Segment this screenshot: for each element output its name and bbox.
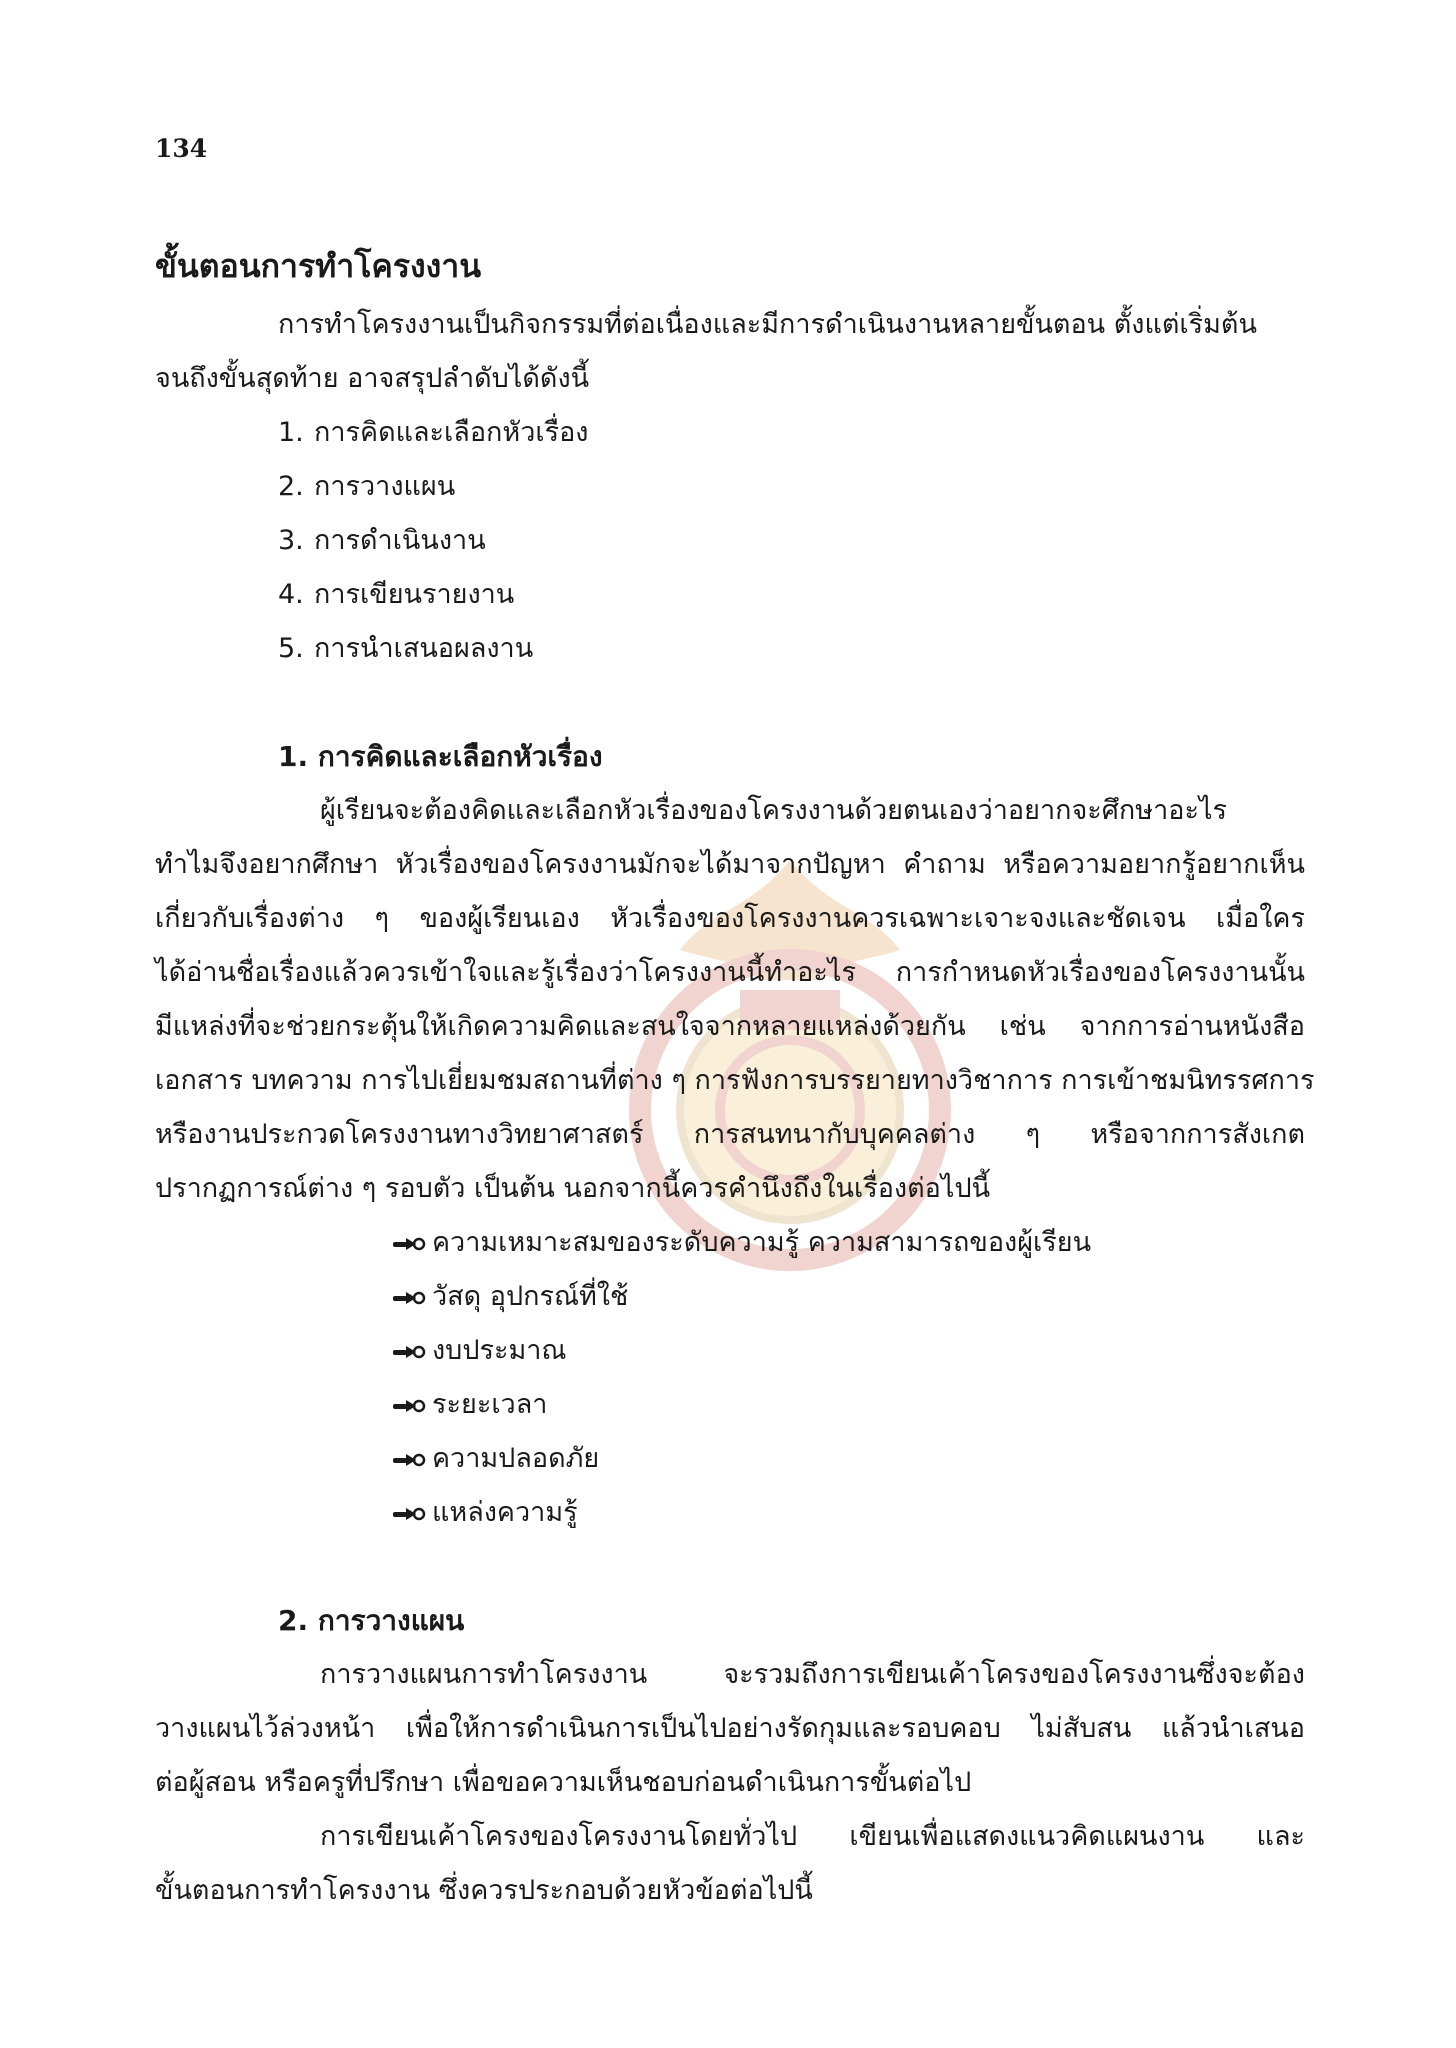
section-1-line: มีแหล่งที่จะช่วยกระตุ้นให้เกิดความคิดและสนใจจากหลายแหล่งด้วยกัน เช่น จากการอ่านหนังสือ xyxy=(155,1011,1305,1042)
step-item-2 xyxy=(278,469,455,505)
bullet-item xyxy=(392,1225,1091,1261)
section-1-line: หรืองานประกวดโครงงานทางวิทยาศาสตร์ การสนทนากับบุคคลต่าง ๆ หรือจากการสังเกต xyxy=(155,1119,1305,1150)
step-label: การเขียนรายงาน xyxy=(314,579,515,610)
step-label: การดำเนินงาน xyxy=(314,525,486,556)
step-label: การวางแผน xyxy=(314,471,456,502)
pointing-hand-bullet-icon xyxy=(392,1343,426,1361)
step-number: 2. xyxy=(278,471,304,502)
step-item-1 xyxy=(278,415,588,451)
pointing-hand-bullet-icon xyxy=(392,1235,426,1253)
section-1-line: เกี่ยวกับเรื่องต่าง ๆ ของผู้เรียนเอง หัวเรื่องของโครงงานควรเฉพาะเจาะจงและชัดเจน เมื่อใคร xyxy=(155,903,1305,934)
section-1-heading: 1. การคิดและเลือกหัวเรื่อง xyxy=(278,740,603,773)
intro-line-1: การทำโครงงานเป็นกิจกรรมที่ต่อเนื่องและมีการดำเนินงานหลายขั้นตอน ตั้งแต่เริ่มต้น xyxy=(278,309,1257,340)
step-item-3 xyxy=(278,523,486,559)
bullet-text: แหล่งความรู้ xyxy=(432,1497,578,1528)
bullet-item xyxy=(392,1441,599,1477)
section-2-heading: 2. การวางแผน xyxy=(278,1604,465,1637)
pointing-hand-bullet-icon xyxy=(392,1505,426,1523)
step-number: 4. xyxy=(278,579,304,610)
section-2-line: การเขียนเค้าโครงของโครงงานโดยทั่วไป เขียนเพื่อแสดงแนวคิดแผนงาน และ xyxy=(320,1821,1305,1852)
intro-line-2: จนถึงขั้นสุดท้าย อาจสรุปลำดับได้ดังนี้ xyxy=(155,363,590,394)
step-item-4 xyxy=(278,577,514,613)
step-number: 1. xyxy=(278,417,304,448)
bullet-item xyxy=(392,1279,628,1315)
bullet-item xyxy=(392,1387,547,1423)
bullet-text: งบประมาณ xyxy=(432,1335,567,1366)
pointing-hand-bullet-icon xyxy=(392,1289,426,1307)
section-1-line: ปรากฏการณ์ต่าง ๆ รอบตัว เป็นต้น นอกจากนี้ควรคำนึงถึงในเรื่องต่อไปนี้ xyxy=(155,1173,991,1204)
section-1-line: ผู้เรียนจะต้องคิดและเลือกหัวเรื่องของโครงงานด้วยตนเองว่าอยากจะศึกษาอะไร xyxy=(320,795,1228,826)
step-label: การคิดและเลือกหัวเรื่อง xyxy=(314,417,589,448)
bullet-item xyxy=(392,1495,578,1531)
page-number: 134 xyxy=(155,134,208,163)
section-1-line: ได้อ่านชื่อเรื่องแล้วควรเข้าใจและรู้เรื่องว่าโครงงานนี้ทำอะไร การกำหนดหัวเรื่องของโครงงานนั้น xyxy=(155,957,1305,988)
bullet-text: ความเหมาะสมของระดับความรู้ ความสามารถของผู้เรียน xyxy=(432,1227,1092,1258)
step-number: 5. xyxy=(278,633,304,664)
section-2-line: ขั้นตอนการทำโครงงาน ซึ่งควรประกอบด้วยหัวข้อต่อไปนี้ xyxy=(155,1875,813,1906)
section-2-line: ต่อผู้สอน หรือครูที่ปรึกษา เพื่อขอความเห็นชอบก่อนดำเนินการขั้นต่อไป xyxy=(155,1767,972,1798)
pointing-hand-bullet-icon xyxy=(392,1397,426,1415)
section-1-line: ทำไมจึงอยากศึกษา หัวเรื่องของโครงงานมักจะได้มาจากปัญหา คำถาม หรือความอยากรู้อยากเห็น xyxy=(155,849,1305,880)
bullet-text: ระยะเวลา xyxy=(432,1389,548,1420)
bullet-text: ความปลอดภัย xyxy=(432,1443,600,1474)
bullet-text: วัสดุ อุปกรณ์ที่ใช้ xyxy=(432,1281,629,1312)
section-1-line: เอกสาร บทความ การไปเยี่ยมชมสถานที่ต่าง ๆ การฟังการบรรยายทางวิชาการ การเข้าชมนิทรรศการ xyxy=(155,1065,1315,1096)
step-label: การนำเสนอผลงาน xyxy=(314,633,534,664)
step-number: 3. xyxy=(278,525,304,556)
bullet-item xyxy=(392,1333,566,1369)
pointing-hand-bullet-icon xyxy=(392,1451,426,1469)
step-item-5 xyxy=(278,631,533,667)
section-2-line: วางแผนไว้ล่วงหน้า เพื่อให้การดำเนินการเป็นไปอย่างรัดกุมและรอบคอบ ไม่สับสน แล้วนำเสนอ xyxy=(155,1713,1305,1744)
section-2-line: การวางแผนการทำโครงงาน จะรวมถึงการเขียนเค้าโครงของโครงงานซึ่งจะต้อง xyxy=(320,1659,1305,1690)
page-title: ขั้นตอนการทำโครงงาน xyxy=(155,247,482,285)
